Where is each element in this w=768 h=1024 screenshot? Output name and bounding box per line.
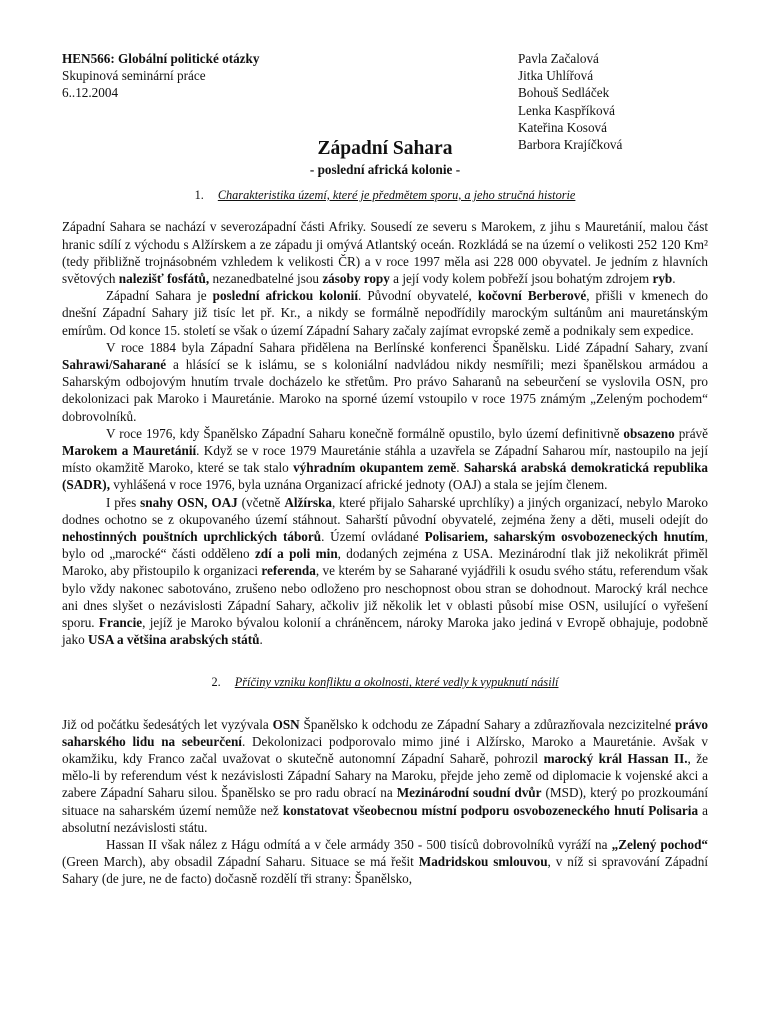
section-number: 1. [194,188,204,203]
text-run: V roce 1884 byla Západní Sahara přidělena na Berlínské konferenci Španělsku. Lidé Západní Sahary, zvaní [106,339,708,355]
paragraph [62,494,708,649]
author: Pavla Začalová [518,51,599,66]
bold-text: nalezišť fosfátů, [118,270,210,286]
author: Barbora Krajíčková [518,136,623,152]
text-run: . [259,632,263,648]
section-number: 2. [211,675,221,690]
text-run: , bylo od „marocké“ části odděleno [62,528,708,562]
section-title: Charakteristika území, které je předmětem sporu, a jeho stručná historie [217,188,576,203]
section-body [62,218,708,648]
text-run: , přišli v kmenech do dnešní Západní Sahary již tisíc let př. Kr., a nikdy se formálně nepodřídily marockým sultánům ani mauretánským emírům. Od konce 15. století se však o území Západní Sahary začaly zajímat evropské země a podnikaly sem expedice. [62,288,708,338]
text-run: . Území ovládané [321,528,425,544]
title-block [62,137,708,178]
bold-text: Madridskou smlouvou [418,854,548,870]
document-subtitle: - poslední africká kolonie - [309,162,461,178]
text-run: . Původní obyvatelé, [358,288,478,304]
bold-text: snahy OSN, OAJ [140,494,238,510]
bold-text: OSN [272,716,300,732]
text-run: . [672,270,676,286]
text-run: právě [674,425,708,441]
paragraph [62,716,708,836]
text-run: (MSD), který po prozkoumání situace na saharském území nemůže než [62,785,709,818]
bold-text: marocký král Hassan II. [543,751,688,767]
section-title: Příčiny vzniku konfliktu a okolnosti, které vedly k vypuknutí násilí [234,675,559,690]
text-run: . Když se v roce 1979 Mauretánie stáhla a uzavřela se Západní Saharou mír, nastoupilo na její místo okamžitě Maroko, které se tak stalo [62,442,708,476]
section-heading [62,187,708,204]
text-run: . Dekolonizaci podporovalo mimo jiné i Alžírsko, Maroko a Mauretánie. Avšak v okamžiku, kdy Franco začal uvažovat o skutečně autonomní Západní Saharě, pohrozil [62,733,708,767]
paragraph [62,339,708,425]
author: Bohouš Sedláček [518,85,610,101]
paragraph [62,218,708,287]
document-title: Západní Sahara [317,138,453,160]
text-run: a absolutní nezávislosti státu. [62,802,709,835]
text-run: , které přijalo Saharské uprchlíky) a jiných organizací, nebylo Maroko dodnes ochotno se z okupovaného území stáhnout. Saharští původní obyvatelé, zejména ženy a děti, museli odejít do [62,494,708,527]
bold-text: poslední africkou kolonií [212,288,359,304]
text-run: , dodaných zejména z USA. Mezinárodní tlak již nekolikrát přiměl Maroko, aby přistoupilo k organizaci [62,546,708,579]
text-run: a její vody kolem pobřeží jsou bohatým zdrojem [389,270,653,286]
bold-text: „Zelený pochod“ [611,837,709,853]
text-run: Již od počátku šedesátých let vyzývala [62,716,273,732]
paragraph [62,836,708,888]
bold-text: nehostinných pouštních uprchlických táborů [62,528,322,544]
bold-text: obsazeno [623,425,675,441]
text-run: Hassan II však nález z Hágu odmítá a v čele armády 350 - 500 tisíců dobrovolníků vyráží na [106,837,612,853]
text-run: V roce 1976, kdy Španělsko Západní Saharu konečně formálně opustilo, bylo území definitivně [106,425,624,441]
text-run: (včetně [237,494,285,510]
work-type: Skupinová seminární práce [62,68,206,84]
text-run: vyhlášená v roce 1976, byla uznána Organizací africké jednoty (OAJ) a stala se jejím členem. [110,477,608,493]
bold-text: Francie [98,615,143,630]
bold-text: Saharská arabská demokratická republika (SADR), [62,460,709,493]
bold-text: ryb [652,270,673,286]
bold-text: Polisariem, saharským osvobozeneckých hnutím [424,528,705,544]
bold-text: referenda [261,563,316,579]
bold-text: Mezinárodní soudní dvůr [396,785,542,801]
section-heading [62,674,708,691]
bold-text: USA a většina arabských států [88,632,260,648]
bold-text: zdí a poli min [254,546,338,562]
text-run: nezanedbatelné jsou [209,270,323,286]
bold-text: právo saharského lidu na sebeurčení [62,716,708,749]
bold-text: výhradním okupantem země [293,460,457,476]
document-page [62,50,708,888]
text-run: , jejíž je Maroko bývalou kolonií a chráněncem, nároky Maroka jako jediná v Evropě obhajuje, podobně jako [62,615,708,648]
date: 6..12.2004 [62,85,119,101]
text-run: Západní Sahara je [106,288,213,304]
text-run: , v níž si spravování Západní Sahary (de jure, ne de facto) dočasně rozdělí tři strany: Španělsko, [62,854,708,887]
text-run: I přes [106,494,141,510]
text-run: Západní Sahara se nachází v severozápadní části Afriky. Sousedí ze severu s Marokem, z jihu s Mauretánií, malou část hranic sdílí z východu s Alžírskem a ze západu ji omývá Atlantský oceán. Rozkládá se na území o velikosti 252 120 Km² (tedy přibližně trojnásobném vzhledem k velikosti ČR) a v roce 1997 měla asi 228 000 obyvatel. Je jedním z hlavních světových [62,219,708,286]
bold-text: Sahrawi/Saharané [62,356,167,372]
bold-text: Marokem a Mauretánií [62,442,197,458]
text-run: (Green March), aby obsadil Západní Saharu. Situace se má řešit [62,854,419,870]
author: Jitka Uhlířová [518,68,594,84]
text-run: , ve kterém by se Saharané vyjádřili k osudu svého státu, referendum však bylo vždy nakonec sabotováno, zrušeno nebo odloženo pro neschopnost obou stran se dohodnout. Marocký král nechce ani dnes slyšet o nezávislosti Západní Sahary, ačkoliv již několik let v oblasti působí mise OSN, usilující o vyřešení sporu. [62,563,708,630]
author: Lenka Kaspříková [518,102,616,118]
bold-text: Alžírska [284,494,332,510]
paragraph [62,287,708,339]
bold-text: konstatovat všeobecnou místní podporu osvobozeneckého hnutí Polisaria [282,802,699,818]
text-run: a hlásící se k islámu, se s koloniální nadvládou nikdy nesmířili; mezi španělskou armádou a Saharským odbojovým hnutím trvale docházelo ke střetům. Pro právo Saharanů na sebeurčení se vyslovila OSN, pro dekolonizaci pak Maroko i Mauretánie. Maroko na sporné území vstoupilo v roce 1975 známým „Zeleným pochodem“ dobrovolníků. [62,356,708,424]
text-run: . [456,460,464,476]
paragraph [62,425,708,494]
section-body [62,716,708,888]
text-run: Španělsko k odchodu ze Západní Sahary a zdůrazňovala nezcizitelné [299,716,676,732]
course-name: HEN566: Globální politické otázky [62,51,260,66]
author: Kateřina Kosová [518,119,607,135]
bold-text: zásoby ropy [322,270,390,286]
text-run: , že mělo-li by referendum vést k nezávislosti Západní Sahary na Maroku, přejde jeho země od diplomacie k vojenské akci a zabere Západní Saharu silou. Španělsko se pro radu obrací na [62,751,708,801]
bold-text: kočovní Berberové [477,288,587,304]
